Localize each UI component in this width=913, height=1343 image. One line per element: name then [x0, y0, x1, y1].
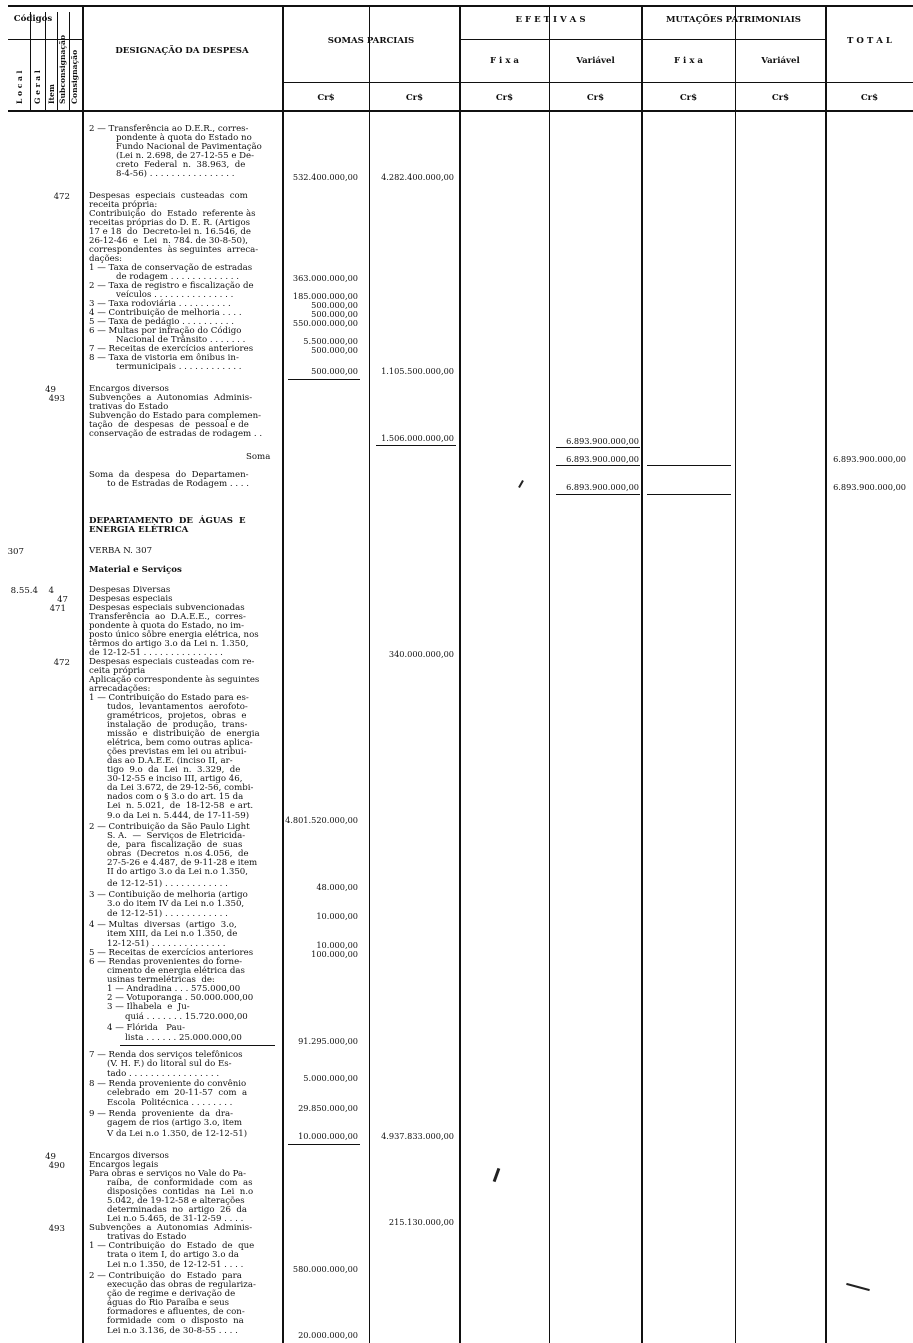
text-line: de, para fiscalização de suas [107, 840, 243, 850]
code-4: 4 [48, 586, 54, 596]
text-line: II do artigo 3.o da Lei n.o 1.350, [107, 867, 249, 877]
col-line-somas-mid [369, 6, 370, 1343]
text-line: ção de regime e derivação de [107, 1289, 236, 1299]
code-307: 307 [7, 547, 24, 557]
amount: 550.000.000,00 [292, 318, 358, 328]
text-line: trativas do Estado [89, 402, 169, 412]
col-line-designacao [82, 6, 84, 1343]
scan-mark [846, 1283, 870, 1291]
text-line: Lei n.o 5.465, de 31-12-59 . . . . [107, 1214, 244, 1224]
col-line-somas [282, 6, 284, 1343]
text-line: creto Federal n. 38.963, de [116, 160, 246, 170]
amount: 29.850.000,00 [298, 1103, 358, 1113]
header-fixa-efetivas: F i x a [489, 56, 520, 66]
text-line: 4 — Flórida Pau- [107, 1023, 186, 1033]
code-49b: 49 [45, 1152, 56, 1162]
amount: 340.000.000,00 [388, 649, 454, 659]
header-codigos: Códigos [13, 14, 53, 24]
text-line: correspondentes às seguintes arreca- [89, 245, 259, 255]
amount: 10.000.000,00 [298, 1131, 358, 1141]
amount: 6.893.900.000,00 [566, 454, 639, 464]
amount: 4.937.833.000,00 [381, 1131, 454, 1141]
amount: 6.893.900.000,00 [833, 454, 906, 464]
text-line: gramétricos, projetos, obras e [107, 711, 247, 721]
text-line: 3 — Ilhabela e Ju- [107, 1002, 190, 1012]
text-line: das ao D.A.E.E. (inciso II, ar- [107, 756, 233, 766]
amount: 185.000.000,00 [292, 291, 358, 301]
header-somas-parciais: SOMAS PARCIAIS [327, 36, 415, 46]
text-line: tudos, levantamentos aerofoto- [107, 702, 248, 712]
text-line: 5.042, de 19-12-58 e alterações [107, 1196, 245, 1206]
col-line-geral [45, 12, 46, 112]
text-line: tado . . . . . . . . . . . . . . . . . [107, 1069, 220, 1079]
text-line: Subvenção do Estado para complemen- [89, 411, 262, 421]
amount: 10.000,00 [316, 911, 358, 921]
amount: 1.105.500.000,00 [381, 366, 454, 376]
header-total: T O T A L [847, 36, 892, 46]
text-line: Encargos diversos [89, 384, 169, 394]
scan-mark [493, 1168, 501, 1182]
text-line: quiá . . . . . . . 15.720.000,00 [125, 1012, 248, 1022]
text-line: Para obras e serviços no Vale do Pa- [89, 1169, 247, 1179]
text-line: elétrica, bem como outras aplica- [107, 738, 253, 748]
text-line: formidade com o disposto na [107, 1316, 244, 1326]
sum-rule [288, 1144, 360, 1145]
amount: 4.282.400.000,00 [381, 172, 454, 182]
text-line: 7 — Renda dos serviços telefônicos [89, 1050, 243, 1060]
text-line: 1 — Contribuição do Estado para es- [89, 693, 249, 703]
sum-rule [288, 379, 360, 380]
text-line: nados com o § 3.o do art. 15 da [107, 792, 244, 802]
text-line: 1 — Andradina . . . 575.000,00 [107, 984, 241, 994]
header-fixa-mutacoes: F i x a [673, 56, 704, 66]
amount: 500.000,00 [311, 309, 358, 319]
code-471: 471 [49, 604, 66, 614]
text-line: 6 — Multas por infração do Código [89, 326, 242, 336]
text-line: Subvenções a Autonomias Adminis- [89, 1223, 253, 1233]
text-line: da Lei 3.672, de 29-12-56, combi- [107, 783, 254, 793]
header-designacao: DESIGNAÇÃO DA DESPESA [115, 46, 249, 56]
text-line: disposições contidas na Lei n.o [107, 1187, 254, 1197]
code-493b: 493 [48, 1224, 65, 1234]
text-line: 3.o do item IV da Lei n.o 1.350, [107, 899, 245, 909]
code-472: 472 [53, 192, 70, 202]
text-line: águas do Rio Paraíba e seus [107, 1298, 230, 1308]
currency-total: Cr$ [860, 93, 879, 103]
code-47: 47 [57, 595, 68, 605]
sum-rule [556, 447, 640, 448]
text-line: 2 — Taxa de registro e fiscalização de [89, 281, 254, 291]
text-line: Encargos legais [89, 1160, 159, 1170]
text-line: ções previstas em lei ou atribui- [107, 747, 247, 757]
header-consignacao: Consignação [70, 49, 79, 104]
header-line-codigos [8, 39, 82, 40]
text-line: de rodagem . . . . . . . . . . . . . [116, 272, 239, 282]
text-line: 2 — Votuporanga . 50.000.000,00 [107, 993, 254, 1003]
amount: 363.000.000,00 [292, 273, 358, 283]
amount: 1.506.000.000,00 [381, 433, 454, 443]
text-line: Escola Politécnica . . . . . . . . [107, 1098, 233, 1108]
text-line: arrecadações: [89, 684, 151, 694]
col-line-mutacoes [641, 6, 643, 1343]
header-item: Item [47, 84, 56, 104]
sum-rule [376, 445, 456, 446]
currency-somas-2: Cr$ [405, 93, 424, 103]
code-49: 49 [45, 385, 56, 395]
text-line: de 12-12-51) . . . . . . . . . . . . [107, 879, 228, 889]
sum-rule [647, 494, 731, 495]
text-line: to de Estradas de Rodagem . . . . [107, 479, 249, 489]
amount: 48.000,00 [316, 882, 358, 892]
text-line: Nacional de Trânsito . . . . . . . [116, 335, 246, 345]
text-line: (Lei n. 2.698, de 27-12-55 e De- [116, 151, 255, 161]
text-line: de 12-12-51 . . . . . . . . . . . . . . . [89, 648, 223, 658]
amount: 5.000.000,00 [303, 1073, 358, 1083]
text-line: Despesas especiais custeadas com re- [89, 657, 255, 667]
text-line: tigo 9.o da Lei n. 3.329, de [107, 765, 241, 775]
amount: 215.130.000,00 [388, 1217, 454, 1227]
text-line: 1 — Taxa de conservação de estradas [89, 263, 253, 273]
text-line: 9 — Renda proveniente da dra- [89, 1109, 234, 1119]
text-line: termunicipais . . . . . . . . . . . . [116, 362, 242, 372]
text-line: Lei n.o 3.136, de 30-8-55 . . . . [107, 1326, 238, 1336]
text-line: 2 — Contribuição da São Paulo Light [89, 822, 250, 832]
text-line: 17 e 18 do Decreto-lei n. 16.546, de [89, 227, 251, 237]
amount: 100.000,00 [311, 949, 358, 959]
text-line: 4 — Multas diversas (artigo 3.o, [89, 920, 237, 930]
header-local: L o c a l [15, 70, 24, 104]
text-line: 30-12-55 e inciso III, artigo 46, [107, 774, 243, 784]
material-servicos: Material e Serviços [89, 565, 182, 575]
text-line: instalação de produção, trans- [107, 720, 248, 730]
col-line-efetivas [459, 6, 461, 1343]
amount: 532.400.000,00 [292, 172, 358, 182]
text-line: Despesas especiais [89, 594, 173, 604]
sum-rule [556, 465, 640, 466]
text-line: 1 — Contribuição do Estado de que [89, 1241, 255, 1251]
amount: 500.000,00 [311, 345, 358, 355]
header-efetivas: E F E T I V A S [515, 15, 586, 25]
header-variavel-mutacoes: Variável [761, 56, 800, 66]
amount: 91.295.000,00 [298, 1036, 358, 1046]
text-line: 3 — Taxa rodoviária . . . . . . . . . . [89, 299, 231, 309]
code-490: 490 [48, 1161, 65, 1171]
department-title-2: ENERGIA ELÉTRICA [89, 525, 189, 535]
currency-variavel-1: Cr$ [586, 93, 605, 103]
text-line: 2 — Transferência ao D.E.R., corres- [89, 124, 249, 134]
amount: 6.893.900.000,00 [566, 436, 639, 446]
text-line: 8 — Renda proveniente do convênio [89, 1079, 247, 1089]
text-line: ceita própria [89, 666, 146, 676]
text-line: Lei n.o 1.350, de 12-12-51 . . . . [107, 1260, 244, 1270]
amount: 5.500.000,00 [303, 336, 358, 346]
header-line-sub [283, 82, 913, 83]
text-line: Subvenções a Autonomias Adminis- [89, 393, 253, 403]
col-line-mutacoes-mid [735, 6, 736, 1343]
text-line: 4 — Contribuição de melhoria . . . . [89, 308, 242, 318]
code-493: 493 [48, 394, 65, 404]
text-line: gagem de rios (artigo 3.o, item [107, 1118, 243, 1128]
text-line: receita própria: [89, 200, 158, 210]
text-line: 12-12-51) . . . . . . . . . . . . . . [107, 939, 226, 949]
text-line: obras (Decretos n.os 4.056, de [107, 849, 249, 859]
text-line: Soma [246, 452, 271, 462]
text-line: Despesas especiais custeadas com [89, 191, 248, 201]
code-8554: 8.55.4 [10, 586, 38, 596]
sum-rule [556, 494, 640, 495]
header-variavel-efetivas: Variável [576, 56, 615, 66]
text-line: tação de despesas de pessoal e de [89, 420, 249, 430]
text-line: Contribuição do Estado referente às [89, 209, 256, 219]
text-line: V da Lei n.o 1.350, de 12-12-51) [107, 1129, 248, 1139]
amount: 6.893.900.000,00 [833, 482, 906, 492]
text-line: 8-4-56) . . . . . . . . . . . . . . . . [116, 169, 235, 179]
department-title: DEPARTAMENTO DE ÁGUAS E [89, 516, 246, 526]
text-line: posto único sôbre energia elétrica, nos [89, 630, 259, 640]
text-line: Soma da despesa do Departamen- [89, 470, 249, 480]
text-line: Despesas especiais subvencionadas [89, 603, 245, 613]
amount: 20.000.000,00 [298, 1330, 358, 1340]
amount: 10.000,00 [316, 940, 358, 950]
text-line: de 12-12-51) . . . . . . . . . . . . [107, 909, 228, 919]
text-line: execução das obras de regulariza- [107, 1280, 256, 1290]
header-bottom-border [8, 110, 913, 112]
text-line: 3 — Contibuição de melhoria (artigo [89, 890, 248, 900]
text-line: 9.o da Lei n. 5.444, de 17-11-59) [107, 811, 250, 821]
amount: 500.000,00 [311, 300, 358, 310]
text-line: Lei n. 5.021, de 18-12-58 e art. [107, 801, 254, 811]
text-line: Transferência ao D.A.E.E., corres- [89, 612, 246, 622]
amount: 4.801.520.000,00 [285, 815, 358, 825]
text-line: conservação de estradas de rodagem . . [89, 429, 263, 439]
text-line: Fundo Nacional de Pavimentação [116, 142, 262, 152]
text-line: Encargos diversos [89, 1151, 169, 1161]
text-line: Despesas Diversas [89, 585, 171, 595]
text-line: lista . . . . . . 25.000.000,00 [125, 1033, 242, 1043]
text-line: 6 — Rendas provenientes do forne- [89, 957, 243, 967]
text-line: dações: [89, 254, 123, 264]
text-line: trativas do Estado [107, 1232, 187, 1242]
verba-title: VERBA N. 307 [89, 546, 153, 556]
sum-rule [120, 1045, 275, 1046]
text-line: formadores e afluentes, de con- [107, 1307, 245, 1317]
text-line: (V. H. F.) do litoral sul do Es- [107, 1059, 232, 1069]
amount: 580.000.000,00 [292, 1264, 358, 1274]
text-line: têrmos do artigo 3.o da Lei n. 1.350, [89, 639, 249, 649]
text-line: veículos . . . . . . . . . . . . . . . [116, 290, 234, 300]
currency-fixa-2: Cr$ [679, 93, 698, 103]
text-line: trata o item I, do artigo 3.o da [107, 1250, 239, 1260]
sum-rule [647, 465, 731, 466]
text-line: pondente à quota do Estado no [116, 133, 252, 143]
amount: 500.000,00 [311, 366, 358, 376]
currency-somas-1: Cr$ [317, 93, 335, 103]
text-line: 7 — Receitas de exercícios anteriores [89, 344, 254, 354]
text-line: 8 — Taxa de vistoria em ônibus in- [89, 353, 239, 363]
col-line-efetivas-mid [549, 6, 550, 1343]
text-line: S. A. — Serviços de Eletricida- [107, 831, 246, 841]
currency-variavel-2: Cr$ [771, 93, 790, 103]
col-line-local [30, 12, 31, 112]
text-line: 5 — Receitas de exercícios anteriores [89, 948, 254, 958]
text-line: 2 — Contribuição do Estado para [89, 1271, 242, 1281]
scan-mark [518, 480, 524, 488]
text-line: cimento de energia elétrica das [107, 966, 245, 976]
text-line: missão e distribuição de energia [107, 729, 260, 739]
text-line: item XIII, da Lei n.o 1.350, de [107, 929, 238, 939]
text-line: 26-12-46 e Lei n. 784. de 30-8-50), [89, 236, 249, 246]
text-line: 5 — Taxa de pedágio . . . . . . . . . . [89, 317, 235, 327]
text-line: pondente à quota do Estado, no im- [89, 621, 245, 631]
text-line: 27-5-26 e 4.487, de 9-11-28 e item [107, 858, 258, 868]
amount: 6.893.900.000,00 [566, 482, 639, 492]
text-line: celebrado em 20-11-57 com a [107, 1088, 248, 1098]
text-line: determinadas no artigo 26 da [107, 1205, 248, 1215]
text-line: receitas próprias do D. E. R. (Artigos [89, 218, 251, 228]
text-line: Aplicação correspondente às seguintes [89, 675, 260, 685]
header-subconsignacao: Subconsignação [58, 34, 67, 104]
header-mutacoes: MUTAÇÕES PATRIMONIAIS [665, 15, 802, 25]
col-line-total [825, 6, 827, 1343]
code-472b: 472 [53, 658, 70, 668]
text-line: usinas termelétricas de: [107, 975, 215, 985]
currency-fixa-1: Cr$ [495, 93, 514, 103]
header-geral: G e r a l [33, 70, 42, 104]
header-line-efetivas [459, 39, 825, 40]
text-line: raíba, de conformidade com as [107, 1178, 253, 1188]
